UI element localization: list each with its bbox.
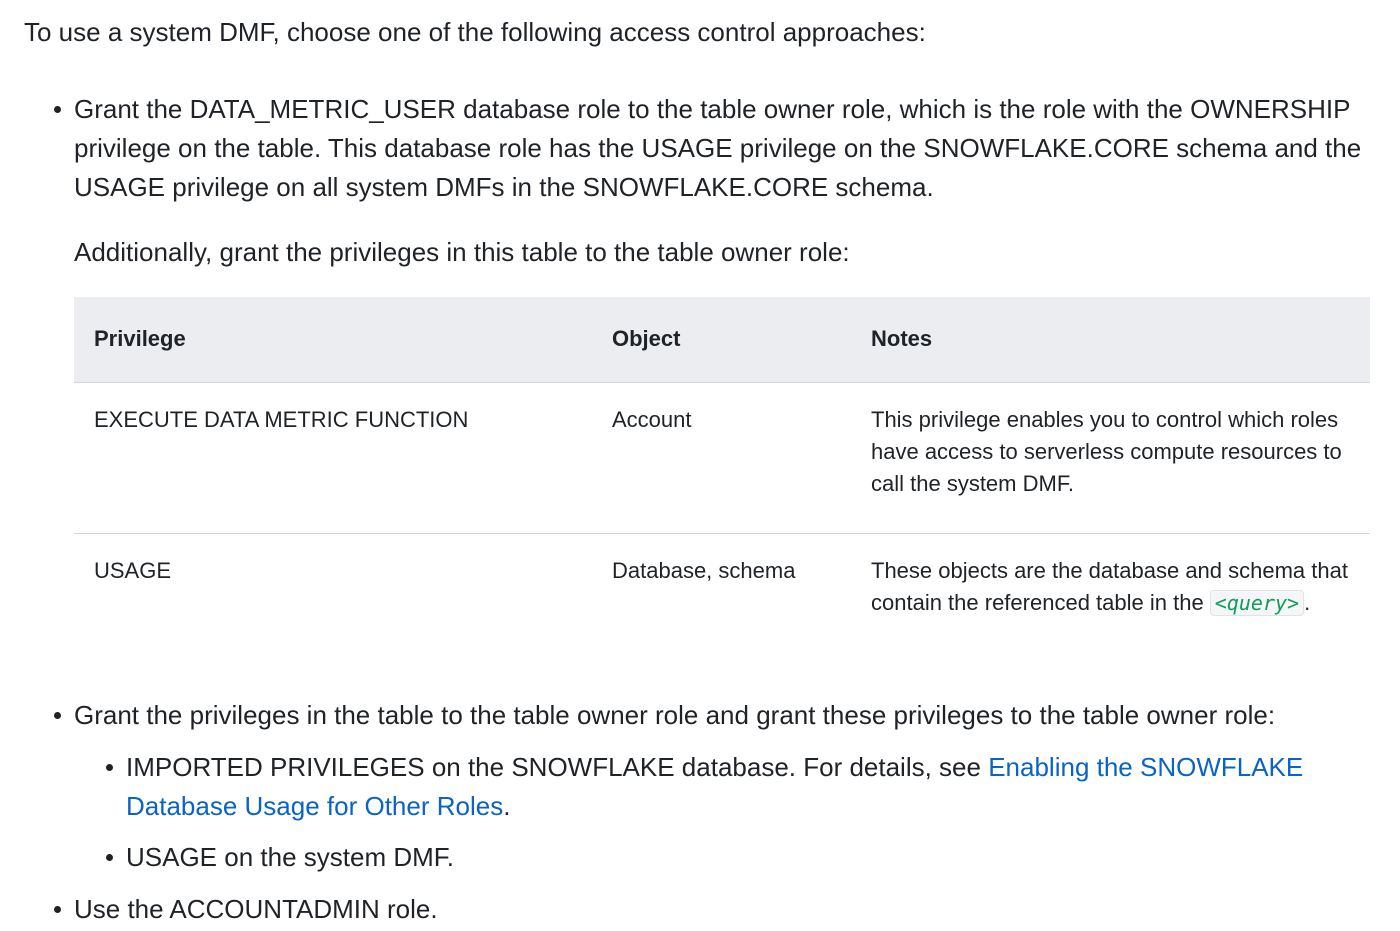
table-row: [74, 382, 1370, 533]
cell-object: Database, schema: [612, 557, 796, 583]
privileges-table: [74, 297, 1370, 640]
additionally-text: Additionally, grant the privileges in this table to the table owner role:: [74, 237, 850, 267]
list-item-text: Grant the DATA_METRIC_USER database role to the table owner role, which is the role with the OWNERSHIP privilege on the table. This database role has the USAGE privilege on the SNOWFLAKE.CORE schema and the USAGE privilege on all system DMFs in the SNOWFLAKE.CORE schema.: [74, 94, 1362, 202]
notes-suffix: .: [1304, 589, 1311, 615]
list-item-grant-dmf-user: [74, 90, 1374, 272]
sub-item-imported-privileges: [126, 748, 1356, 826]
bullet-icon: [54, 106, 61, 113]
list-item-grant-privileges: [74, 696, 1374, 735]
header-object: Object: [592, 297, 851, 382]
enabling-snowflake-db-link[interactable]: Enabling the SNOWFLAKE Database Usage for Other Roles: [126, 752, 1304, 821]
bullet-icon: [54, 712, 61, 719]
cell-notes: This privilege enables you to control which roles have access to serverless compute resources to call the system DMF.: [851, 382, 1370, 533]
cell-privilege: USAGE: [94, 557, 172, 583]
table-header-row: [74, 297, 1370, 382]
bullet-icon: [106, 854, 113, 861]
cell-privilege: EXECUTE DATA METRIC FUNCTION: [74, 382, 592, 533]
sub-item-text: IMPORTED PRIVILEGES on the SNOWFLAKE database. For details, see: [126, 752, 989, 782]
table-row: [74, 533, 1370, 640]
cell-notes: [851, 533, 1370, 640]
bullet-icon: [54, 906, 61, 913]
notes-text: These objects are the database and schema that contain the referenced table in the: [871, 557, 1348, 615]
list-item-text: Use the ACCOUNTADMIN role.: [74, 894, 438, 924]
sub-item-text: USAGE on the system DMF.: [126, 842, 454, 872]
sub-item-usage-dmf: [126, 838, 1356, 877]
intro-text: To use a system DMF, choose one of the following access control approaches:: [24, 17, 926, 47]
list-item-text: Grant the privileges in the table to the table owner role and grant these privileges to the table owner role:: [74, 700, 1276, 730]
header-notes: Notes: [851, 297, 1370, 382]
query-code: <query>: [1210, 590, 1304, 616]
header-privilege: Privilege: [74, 297, 592, 382]
sub-item-suffix: .: [503, 791, 511, 821]
cell-object: Account: [592, 382, 851, 533]
list-item-accountadmin: [74, 890, 1374, 929]
bullet-icon: [106, 764, 113, 771]
